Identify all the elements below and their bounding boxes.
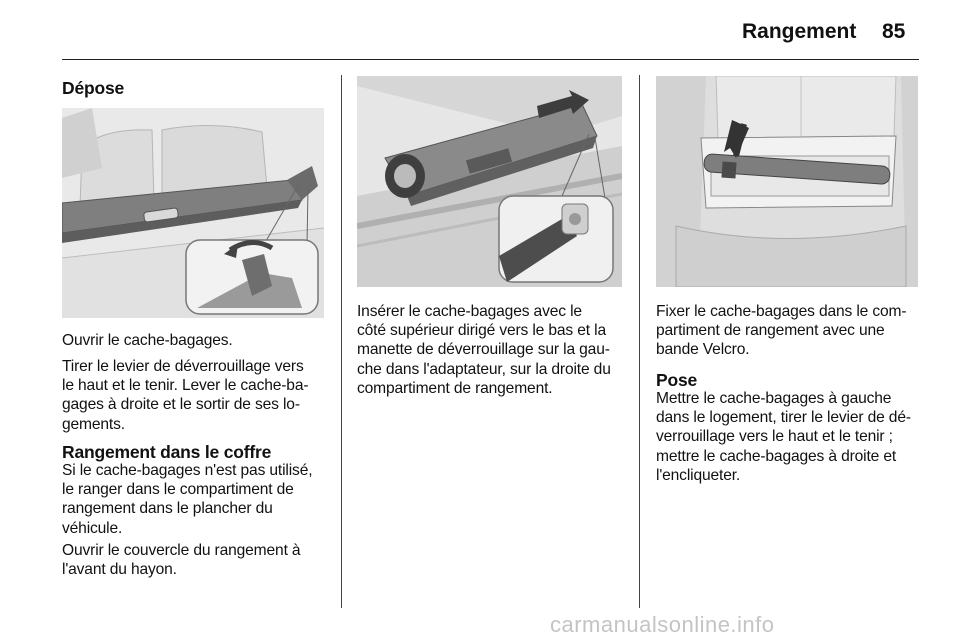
text-line: dans le logement, tirer le levier de dé- <box>656 409 911 427</box>
text-line: gages à droite et le sortir de ses lo- <box>62 396 300 414</box>
text-line: véhicule. <box>62 519 123 537</box>
heading-depose: Dépose <box>62 78 125 98</box>
paragraph-storage-info <box>62 461 312 538</box>
paragraph-release-lever <box>62 357 308 434</box>
text-line: Ouvrir le couvercle du rangement à <box>62 542 301 559</box>
text-line: le ranger dans le compartiment de <box>62 481 294 499</box>
text-line: Mettre le cache-bagages à gauche <box>656 390 892 407</box>
text-line: Si le cache-bagages n'est pas utilisé, <box>62 462 313 479</box>
page-number: 85 <box>882 20 906 43</box>
text-line: le haut et le tenir. Lever le cache-ba- <box>62 377 309 395</box>
text-line: mettre le cache-bagages à droite et <box>656 447 897 465</box>
text-line: l'encliqueter. <box>656 466 741 484</box>
header-divider <box>62 59 919 60</box>
page-title: Rangement <box>742 20 857 43</box>
text-line: l'avant du hayon. <box>62 561 177 579</box>
paragraph-fix-velcro <box>656 302 906 360</box>
text-line: Tirer le levier de déverrouillage vers <box>62 358 304 375</box>
heading-pose: Pose <box>656 370 698 390</box>
text-line: compartiment de rangement. <box>357 379 553 397</box>
figure-insert-illustration <box>357 76 622 287</box>
watermark: carmanualsonline.info <box>550 612 775 637</box>
text-line: bande Velcro. <box>656 341 750 359</box>
text-line: che dans l'adaptateur, sur la droite du <box>357 360 611 378</box>
text-line: Fixer le cache-bagages dans le com- <box>656 303 907 320</box>
text-line: Insérer le cache-bagages avec le <box>357 303 582 320</box>
paragraph-open-lid <box>62 541 300 579</box>
text-line: gements. <box>62 415 125 433</box>
column-divider-1 <box>341 75 342 608</box>
text-line: verrouillage vers le haut et le tenir ; <box>656 428 893 446</box>
figure-removal-illustration <box>62 108 324 318</box>
paragraph-open-cover: Ouvrir le cache-bagages. <box>62 332 233 349</box>
text-line: rangement dans le plancher du <box>62 500 273 518</box>
text-line: manette de déverrouillage sur la gau- <box>357 341 610 359</box>
heading-storage: Rangement dans le coffre <box>62 442 272 462</box>
text-line: partiment de rangement avec une <box>656 322 885 340</box>
paragraph-install <box>656 389 911 485</box>
column-divider-2 <box>639 75 640 608</box>
text-line: côté supérieur dirigé vers le bas et la <box>357 322 606 340</box>
figure-stored-cover-illustration <box>656 76 918 287</box>
paragraph-insert-cover <box>357 302 611 398</box>
